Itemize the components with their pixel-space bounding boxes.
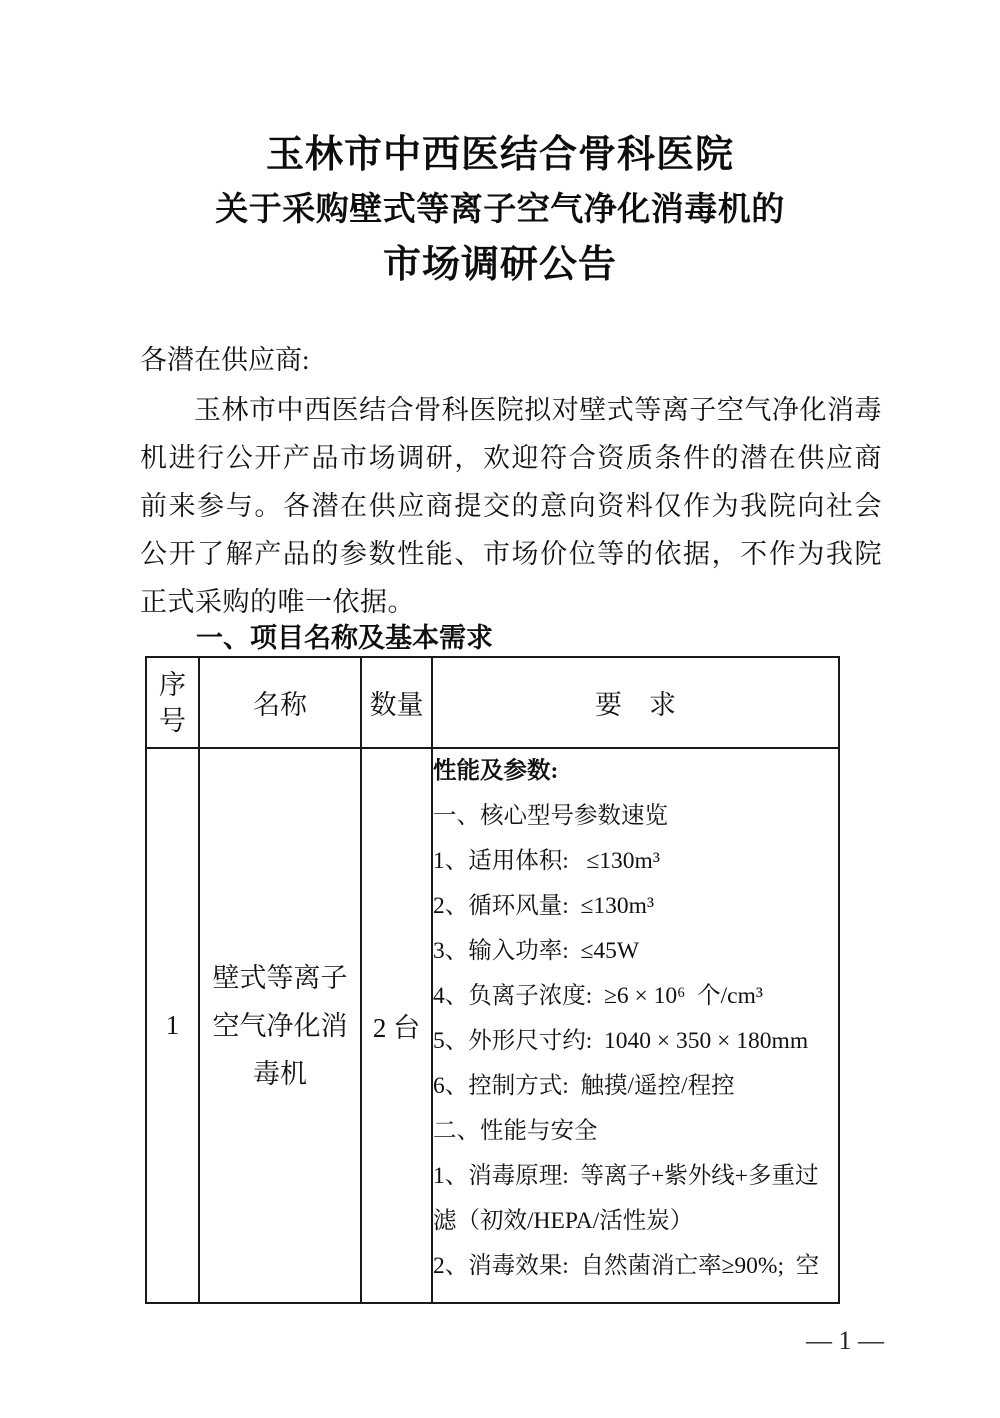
intro-paragraph: 玉林市中西医结合骨科医院拟对壁式等离子空气净化消毒机进行公开产品市场调研，欢迎符合资质条件的潜在供应商前来参与。各潜在供应商提交的意向资料仅作为我院向社会公开了解产品的参数性能、市场价位等的依据，不作为我院正式采购的唯一依据。 bbox=[140, 395, 882, 617]
requirement-line: 4、负离子浓度: ≥6 × 10⁶ 个/cm³ bbox=[433, 983, 763, 1009]
section-heading: 一、项目名称及基本需求 bbox=[196, 623, 493, 653]
table-header-row bbox=[146, 657, 839, 748]
column-header-index: 序号 bbox=[146, 657, 199, 748]
requirement-line: 一、核心型号参数速览 bbox=[433, 803, 668, 829]
title-line-1: 玉林市中西医结合骨科医院 bbox=[265, 134, 734, 176]
requirements-table bbox=[145, 656, 840, 1304]
column-header-name: 名称 bbox=[199, 657, 361, 748]
cell-index: 1 bbox=[146, 748, 199, 1303]
cell-quantity: 2 台 bbox=[361, 748, 432, 1303]
title-line-2: 关于采购壁式等离子空气净化消毒机的 bbox=[215, 192, 785, 228]
requirement-line: 1、适用体积: ≤130m³ bbox=[433, 848, 660, 874]
requirement-line: 2、循环风量: ≤130m³ bbox=[433, 893, 655, 919]
cell-name: 壁式等离子空气净化消毒机 bbox=[199, 748, 361, 1303]
requirements-title: 性能及参数: bbox=[433, 758, 559, 784]
requirement-line: 2、消毒效果: 自然菌消亡率≥90%; 空 bbox=[433, 1253, 820, 1279]
page-number: — 1 — bbox=[806, 1326, 884, 1355]
requirement-line: 二、性能与安全 bbox=[433, 1118, 598, 1144]
requirement-line: 5、外形尺寸约: 1040 × 350 × 180mm bbox=[433, 1028, 809, 1054]
requirement-line: 1、消毒原理: 等离子+紫外线+多重过滤（初效/HEPA/活性炭） bbox=[433, 1163, 819, 1234]
title-line-3: 市场调研公告 bbox=[382, 244, 617, 286]
salutation: 各潜在供应商: bbox=[140, 345, 310, 375]
table-row bbox=[146, 748, 839, 1303]
requirement-line: 3、输入功率: ≤45W bbox=[433, 938, 640, 964]
requirement-line: 6、控制方式: 触摸/遥控/程控 bbox=[433, 1073, 735, 1099]
document-title bbox=[0, 128, 1000, 293]
cell-requirements bbox=[432, 748, 839, 1303]
column-header-quantity: 数量 bbox=[361, 657, 432, 748]
column-header-requirements: 要 求 bbox=[432, 657, 839, 748]
